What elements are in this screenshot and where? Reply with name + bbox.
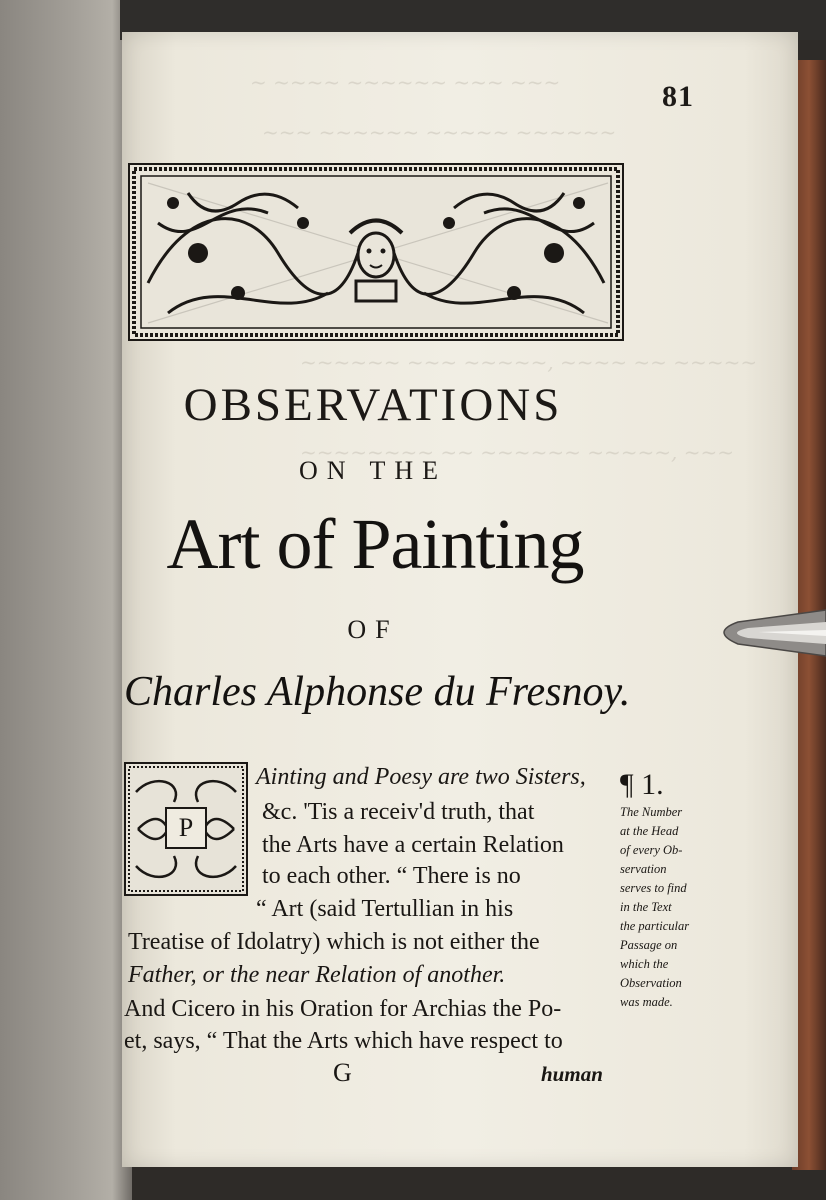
marginal-note-line: Passage on [620, 938, 678, 952]
body-line-2: &c. 'Tis a receiv'd truth, that [262, 799, 535, 825]
body-line-9: et, says, “ That the Arts which have respect to [124, 1028, 563, 1054]
body-line-3: the Arts have a certain Relation [262, 832, 564, 858]
marginal-note-line: servation [620, 862, 667, 876]
marginal-note-line: which the [620, 957, 669, 971]
title-on-the: ON THE [298, 456, 448, 485]
title-of: OF [347, 615, 399, 644]
paragraph-mark: ¶ 1. [620, 768, 664, 801]
signature-mark: G [333, 1058, 352, 1087]
marginal-note [620, 803, 706, 1012]
facing-page-edge [0, 0, 132, 1200]
body-line-8: And Cicero in his Oration for Archias the Po- [124, 996, 562, 1022]
body-line-6: Treatise of Idolatry) which is not either the [128, 929, 540, 955]
body-line-4: to each other. “ There is no [262, 863, 521, 889]
marginal-note-line: the particular [620, 919, 690, 933]
marginal-note-line: The Number [620, 805, 683, 819]
marginal-note-line: at the Head [620, 824, 679, 838]
marginal-note-line: was made. [620, 995, 673, 1009]
page-number: 81 [662, 80, 694, 113]
body-line-5: “ Art (said Tertullian in his [256, 896, 514, 922]
marginal-note-line: Observation [620, 976, 682, 990]
show-through-text: ~~~~~~~~ ~~ ~~~~~~ ~~~~~, ~~~ [300, 440, 734, 464]
show-through-text: ~~~~~~ ~~~ ~~~~~, ~~~~ ~~ ~~~~~ [300, 350, 758, 374]
page-weight-knife [708, 600, 826, 668]
title-observations: OBSERVATIONS [183, 379, 563, 431]
body-line-7: Father, or the near Relation of another. [128, 962, 506, 988]
marginal-note-line: in the Text [620, 900, 672, 914]
marginal-note-line: serves to find [620, 881, 687, 895]
show-through-text: ~~~ ~~~~~~ ~~~~~ ~~~~~~ [262, 120, 617, 144]
catchword: human [541, 1062, 603, 1086]
initial-letter: P [178, 813, 194, 842]
ornamental-headpiece [128, 163, 624, 341]
show-through-text: ~ ~~~~ ~~~~~~ ~~~ ~~~ [250, 70, 561, 94]
body-line-1: Ainting and Poesy are two Sisters, [256, 764, 586, 790]
title-author: Charles Alphonse du Fresnoy. [124, 669, 631, 715]
marginal-note-line: of every Ob- [620, 843, 683, 857]
title-art-of-painting: Art of Painting [166, 504, 584, 584]
decorated-initial [124, 762, 248, 896]
